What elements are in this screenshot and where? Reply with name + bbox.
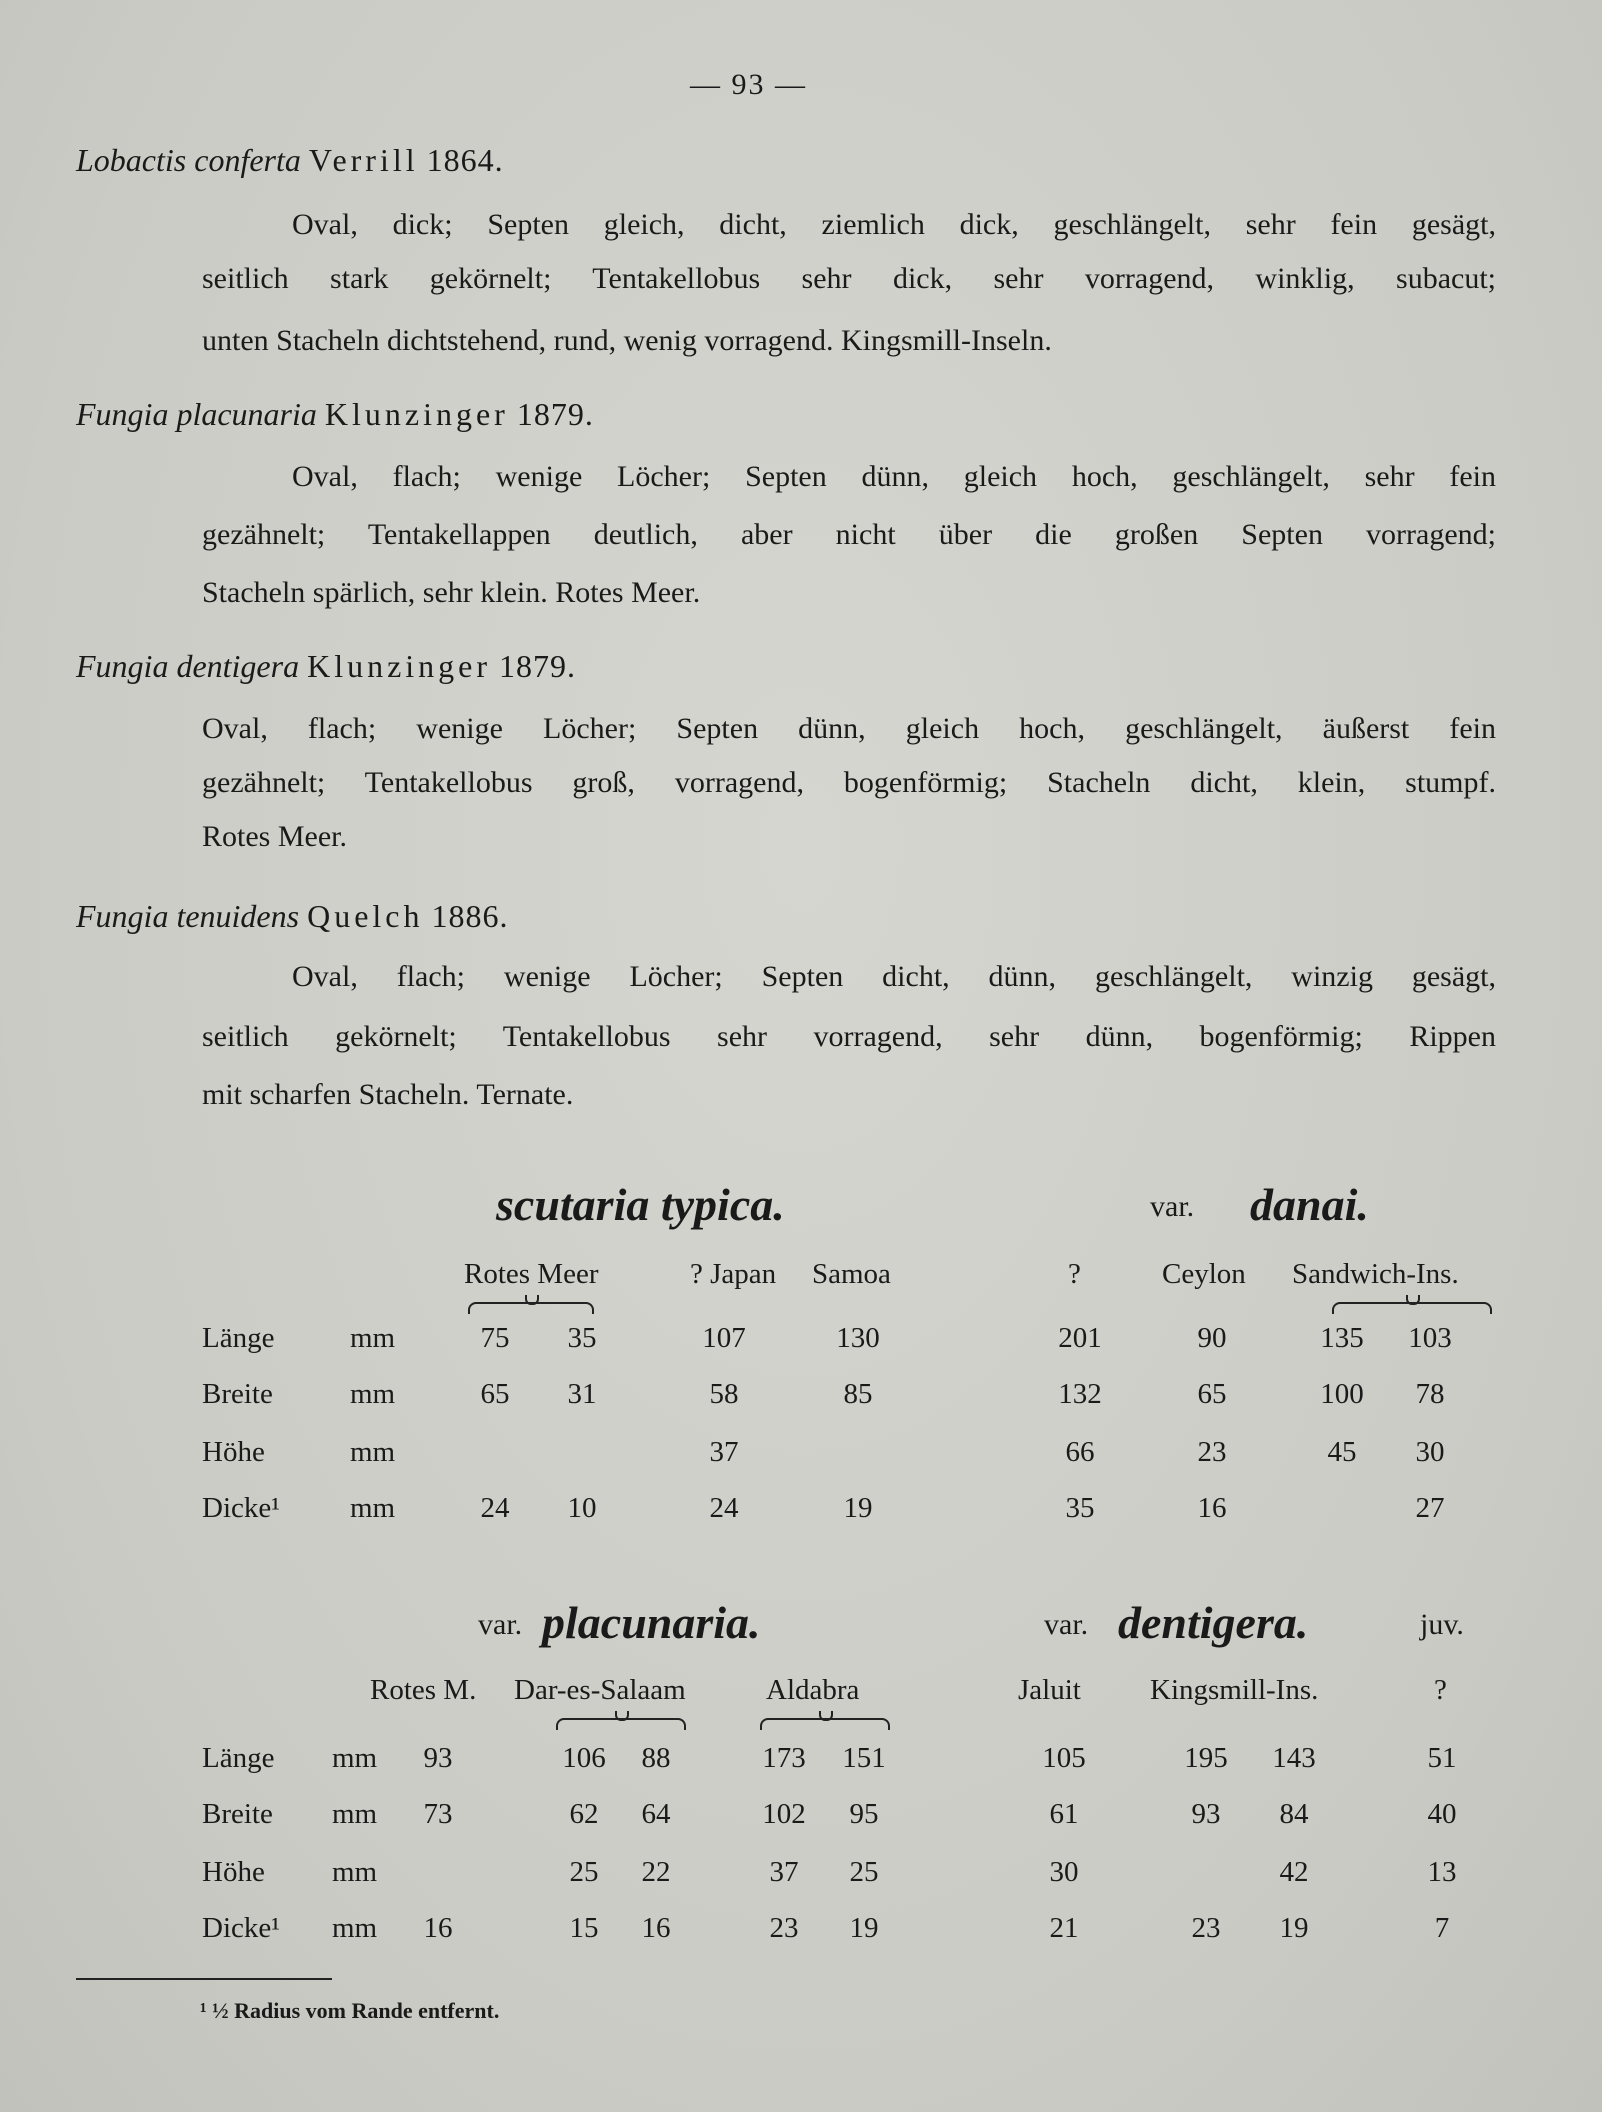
table-cell: 45 xyxy=(1327,1436,1357,1468)
unit: mm xyxy=(350,1436,396,1468)
table-cell: 37 xyxy=(769,1856,799,1888)
table-cell: 65 xyxy=(480,1378,510,1410)
table-cell: 58 xyxy=(709,1378,739,1410)
table-cell: 30 xyxy=(1049,1856,1079,1888)
column-header: Rotes Meer xyxy=(464,1258,599,1290)
entry-heading xyxy=(76,898,508,935)
table-cell: 13 xyxy=(1427,1856,1457,1888)
column-header: Aldabra xyxy=(766,1674,860,1706)
table-cell: 23 xyxy=(769,1912,799,1944)
table-cell: 85 xyxy=(843,1378,873,1410)
entry-text-line: Oval, flach; wenige Löcher; Septen dünn, gleich hoch, geschlängelt, sehr fein xyxy=(292,460,1496,493)
species-name: Lobactis conferta xyxy=(76,142,301,178)
row-label: Höhe xyxy=(202,1436,265,1468)
unit: mm xyxy=(332,1798,378,1830)
juv-label: juv. xyxy=(1420,1608,1464,1641)
entry-text-line: Stacheln spärlich, sehr klein. Rotes Meer. xyxy=(202,576,701,609)
table-cell: 102 xyxy=(762,1798,806,1830)
table-cell: 135 xyxy=(1320,1322,1364,1354)
entry-text-line: Rotes Meer. xyxy=(202,820,347,853)
table-cell: 16 xyxy=(641,1912,671,1944)
column-header: Sandwich-Ins. xyxy=(1292,1258,1459,1290)
column-header: Dar-es-Salaam xyxy=(514,1674,686,1706)
table-cell: 173 xyxy=(762,1742,806,1774)
table1-title: scutaria typica. xyxy=(496,1179,785,1230)
footnote-rule xyxy=(76,1978,332,1980)
table-cell: 90 xyxy=(1197,1322,1227,1354)
brace xyxy=(1332,1302,1492,1314)
table-cell: 19 xyxy=(843,1492,873,1524)
table-cell: 201 xyxy=(1058,1322,1102,1354)
table-cell: 7 xyxy=(1434,1912,1450,1944)
table-cell: 30 xyxy=(1415,1436,1445,1468)
entry-text-line: gezähnelt; Tentakellobus groß, vorragend, bogenförmig; Stacheln dicht, klein, stumpf. xyxy=(202,766,1496,799)
brace xyxy=(760,1718,890,1730)
unit: mm xyxy=(350,1322,396,1354)
entry-text-line: gezähnelt; Tentakellappen deutlich, aber nicht über die großen Septen vorragend; xyxy=(202,518,1496,551)
brace xyxy=(556,1718,686,1730)
row-label: Breite xyxy=(202,1378,273,1410)
table-cell: 88 xyxy=(641,1742,671,1774)
table2-var-label-right: var. xyxy=(1044,1608,1089,1641)
table-cell: 64 xyxy=(641,1798,671,1830)
table-cell: 37 xyxy=(709,1436,739,1468)
table-cell: 93 xyxy=(1191,1798,1221,1830)
entry-text-line: mit scharfen Stacheln. Ternate. xyxy=(202,1078,574,1111)
table-cell: 107 xyxy=(702,1322,746,1354)
table-cell: 25 xyxy=(849,1856,879,1888)
entry-text-line: Oval, flach; wenige Löcher; Septen dünn, gleich hoch, geschlängelt, äußerst fein xyxy=(202,712,1496,745)
column-header: ? Japan xyxy=(690,1258,777,1290)
table-cell: 75 xyxy=(480,1322,510,1354)
table-cell: 23 xyxy=(1197,1436,1227,1468)
table-cell: 24 xyxy=(709,1492,739,1524)
row-label: Länge xyxy=(202,1322,275,1354)
entry-text-line: unten Stacheln dichtstehend, rund, wenig vorragend. Kingsmill-Inseln. xyxy=(202,324,1052,357)
table-cell: 65 xyxy=(1197,1378,1227,1410)
table-cell: 19 xyxy=(849,1912,879,1944)
table-cell: 103 xyxy=(1408,1322,1452,1354)
entry-heading xyxy=(76,142,504,179)
table-cell: 105 xyxy=(1042,1742,1086,1774)
table-cell: 93 xyxy=(423,1742,453,1774)
footnote: ¹ ½ Radius vom Rande entfernt. xyxy=(200,1998,500,2023)
entry-text-line: Oval, dick; Septen gleich, dicht, ziemlich dick, geschlängelt, sehr fein gesägt, xyxy=(292,208,1496,241)
table-cell: 143 xyxy=(1272,1742,1316,1774)
year: 1864. xyxy=(426,142,504,178)
table-cell: 21 xyxy=(1049,1912,1079,1944)
table-cell: 19 xyxy=(1279,1912,1309,1944)
table-cell: 22 xyxy=(641,1856,671,1888)
table-cell: 51 xyxy=(1427,1742,1457,1774)
unit: mm xyxy=(332,1742,378,1774)
table-cell: 84 xyxy=(1279,1798,1309,1830)
table-cell: 62 xyxy=(569,1798,599,1830)
row-label: Höhe xyxy=(202,1856,265,1888)
table-cell: 35 xyxy=(1065,1492,1095,1524)
table-cell: 42 xyxy=(1279,1856,1309,1888)
table2-title: placunaria. xyxy=(542,1597,761,1648)
author-name: Verrill xyxy=(308,142,419,178)
table-cell: 151 xyxy=(842,1742,886,1774)
row-label: Dicke¹ xyxy=(202,1492,280,1524)
table-cell: 35 xyxy=(567,1322,597,1354)
table-cell: 27 xyxy=(1415,1492,1445,1524)
unit: mm xyxy=(350,1492,396,1524)
entry-text-line: Oval, flach; wenige Löcher; Septen dicht, dünn, geschlängelt, winzig gesägt, xyxy=(292,960,1496,993)
table-cell: 195 xyxy=(1184,1742,1228,1774)
column-header: Samoa xyxy=(812,1258,891,1290)
column-header: Kingsmill-Ins. xyxy=(1150,1674,1319,1706)
table2-var-title: dentigera. xyxy=(1118,1597,1309,1648)
table-cell: 73 xyxy=(423,1798,453,1830)
author-name: Klunzinger xyxy=(307,648,492,684)
table-cell: 100 xyxy=(1320,1378,1364,1410)
table2-var-label: var. xyxy=(478,1608,523,1641)
table-cell: 130 xyxy=(836,1322,880,1354)
table-cell: 10 xyxy=(567,1492,597,1524)
species-name: Fungia tenuidens xyxy=(76,898,300,934)
brace xyxy=(468,1302,594,1314)
table-cell: 25 xyxy=(569,1856,599,1888)
unit: mm xyxy=(332,1856,378,1888)
entry-text-line: seitlich gekörnelt; Tentakellobus sehr vorragend, sehr dünn, bogenförmig; Rippen xyxy=(202,1020,1496,1053)
table1-var-title: danai. xyxy=(1250,1179,1369,1230)
table-cell: 31 xyxy=(567,1378,597,1410)
column-header: ? xyxy=(1434,1674,1447,1706)
unit: mm xyxy=(332,1912,378,1944)
year: 1886. xyxy=(431,898,509,934)
table-cell: 61 xyxy=(1049,1798,1079,1830)
table-cell: 78 xyxy=(1415,1378,1445,1410)
column-header: Ceylon xyxy=(1162,1258,1246,1290)
table-cell: 95 xyxy=(849,1798,879,1830)
table1-var-label: var. xyxy=(1150,1190,1195,1223)
table-cell: 132 xyxy=(1058,1378,1102,1410)
column-header: ? xyxy=(1068,1258,1081,1290)
entry-heading xyxy=(76,396,594,433)
unit: mm xyxy=(350,1378,396,1410)
row-label: Länge xyxy=(202,1742,275,1774)
author-name: Quelch xyxy=(307,898,424,934)
column-header: Jaluit xyxy=(1018,1674,1081,1706)
author-name: Klunzinger xyxy=(324,396,509,432)
year: 1879. xyxy=(499,648,577,684)
species-name: Fungia dentigera xyxy=(76,648,300,684)
row-label: Dicke¹ xyxy=(202,1912,280,1944)
entry-heading xyxy=(76,648,576,685)
column-header: Rotes M. xyxy=(370,1674,477,1706)
table-cell: 66 xyxy=(1065,1436,1095,1468)
table-cell: 16 xyxy=(1197,1492,1227,1524)
table-cell: 16 xyxy=(423,1912,453,1944)
year: 1879. xyxy=(516,396,594,432)
table-cell: 23 xyxy=(1191,1912,1221,1944)
table-cell: 24 xyxy=(480,1492,510,1524)
entry-text-line: seitlich stark gekörnelt; Tentakellobus sehr dick, sehr vorragend, winklig, subacut; xyxy=(202,262,1496,295)
species-name: Fungia placunaria xyxy=(76,396,317,432)
table-cell: 15 xyxy=(569,1912,599,1944)
row-label: Breite xyxy=(202,1798,273,1830)
table-cell: 106 xyxy=(562,1742,606,1774)
page-number: — 93 — xyxy=(690,68,807,101)
table-cell: 40 xyxy=(1427,1798,1457,1830)
